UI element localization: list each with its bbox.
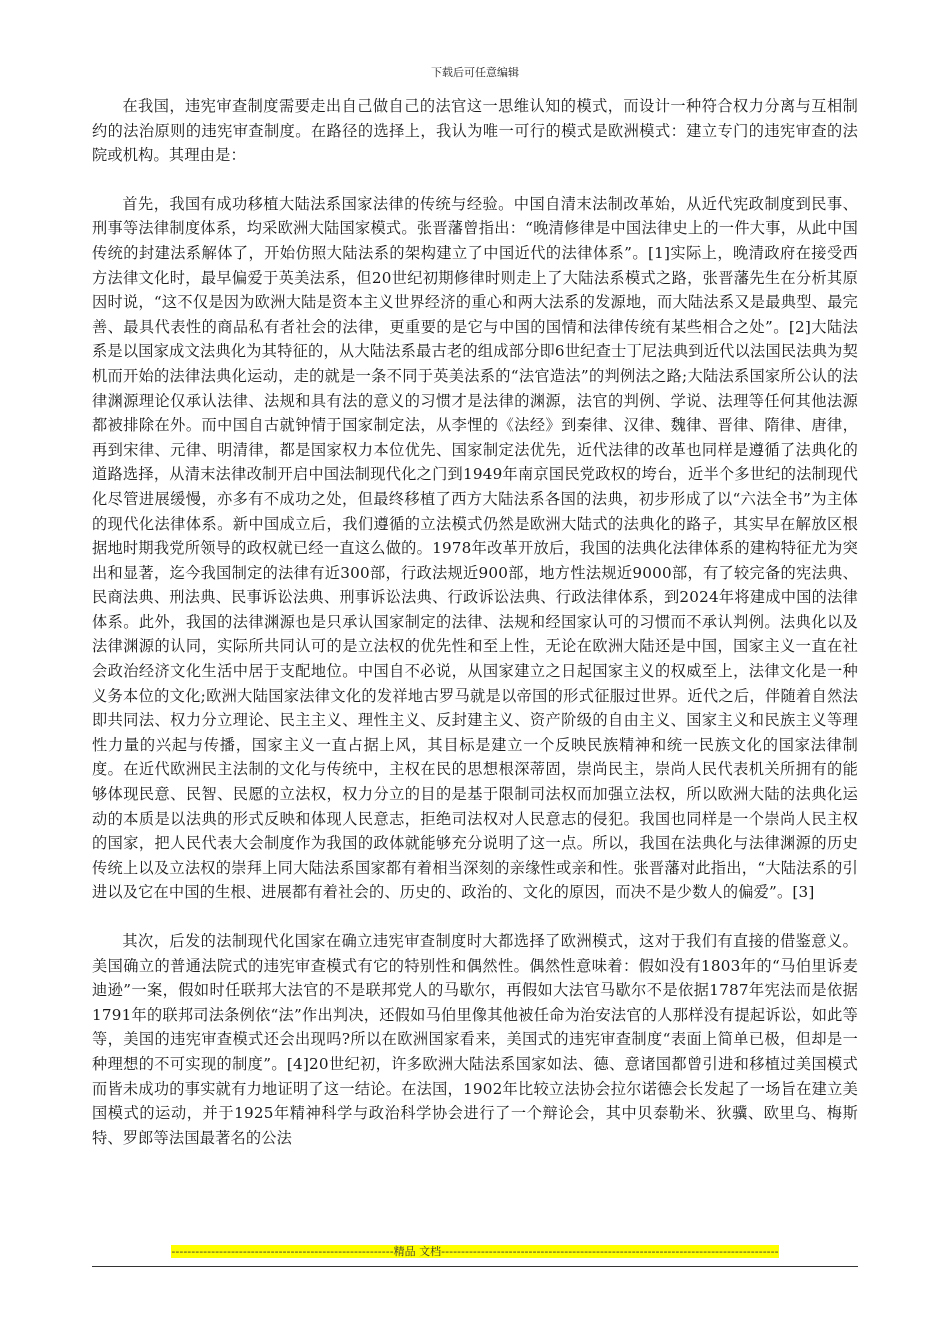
paragraph-second-reason: 其次，后发的法制现代化国家在确立违宪审查制度时大都选择了欧洲模式，这对于我们有直接的借鉴意义。美国确立的普通法院式的违宪审查模式有它的特别性和偶然性。偶然性意味着：假如没有1803年的“马伯里诉麦迪逊”一案，假如时任联邦大法官的不是联邦党人的马歇尔，再假如大法官马歇尔不是依据1787年宪法而是依据1791年的联邦司法条例依“法”作出判决，还假如马伯里像其他被任命为治安法官的人那样没有提起诉讼，如此等等，美国的违宪审查模式还会出现吗?所以在欧洲国家看来，美国式的违宪审查制度“表面上简单已极，但却是一种理想的不可实现的制度”。[4]20世纪初，许多欧洲大陆法系国家如法、德、意诸国都曾引进和移植过美国模式而皆未成功的事实就有力地证明了这一结论。在法国，1902年比较立法协会拉尔诺德会长发起了一场旨在建立美国模式的运动，并于1925年精神科学与政治科学协会进行了一个辩论会，其中贝泰勒米、狄骥、欧里乌、梅斯特、罗郎等法国最著名的公法 bbox=[92, 932, 858, 1147]
footer-banner bbox=[92, 1244, 858, 1260]
footer-text: --------------------------------------------------------精品 文档------------------------------------------------------------------------------------- bbox=[171, 1245, 779, 1258]
footer-divider bbox=[92, 1266, 858, 1267]
page-header: 下载后可任意编辑 bbox=[431, 66, 519, 79]
paragraph-intro: 在我国，违宪审查制度需要走出自己做自己的法官这一思维认知的模式，而设计一种符合权力分离与互相制约的法治原则的违宪审查制度。在路径的选择上，我认为唯一可行的模式是欧洲模式：建立专门的违宪审查的法院或机构。其理由是： bbox=[92, 97, 858, 165]
document-body bbox=[92, 94, 858, 1150]
paragraph-first-reason: 首先，我国有成功移植大陆法系国家法律的传统与经验。中国自清末法制改革始，从近代宪政制度到民事、刑事等法律制度体系，均采欧洲大陆国家模式。张晋藩曾指出：“晚清修律是中国法律史上的一件大事，从此中国传统的封建法系解体了，开始仿照大陆法系的架构建立了中国近代的法律体系”。[1]实际上，晚清政府在接受西方法律文化时，最早偏爱于英美法系，但20世纪初期修律时则走上了大陆法系模式之路，张晋藩先生在分析其原因时说，“这不仅是因为欧洲大陆是资本主义世界经济的重心和两大法系的发源地，而大陆法系又是最典型、最完善、最具代表性的商品私有者社会的法律，更重要的是它与中国的国情和法律传统有某些相合之处”。[2]大陆法系是以国家成文法典化为其特征的，从大陆法系最古老的组成部分即6世纪查士丁尼法典到近代以法国民法典为契机而开始的法律法典化运动，走的就是一条不同于英美法系的“法官造法”的判例法之路;大陆法系国家所公认的法律渊源理论仅承认法律、法规和具有法的意义的习惯才是法律的渊源，法官的判例、学说、法理等任何其他法源都被排除在外。而中国自古就钟情于国家制定法，从李悝的《法经》到秦律、汉律、魏律、晋律、隋律、唐律，再到宋律、元律、明清律，都是国家权力本位优先、国家制定法优先，近代法律的改革也同样是遵循了法典化的道路选择，从清末法律改制开启中国法制现代化之门到1949年南京国民党政权的垮台，近半个多世纪的法制现代化尽管进展缓慢，亦多有不成功之处，但最终移植了西方大陆法系各国的法典，初步形成了以“六法全书”为主体的现代化法律体系。新中国成立后，我们遵循的立法模式仍然是欧洲大陆式的法典化的路子，其实早在解放区根据地时期我党所领导的政权就已经一直这么做的。1978年改革开放后，我国的法典化法律体系的建构特征尤为突出和显著，迄今我国制定的法律有近300部，行政法规近900部，地方性法规近9000部，有了较完备的宪法典、民商法典、刑法典、民事诉讼法典、刑事诉讼法典、行政诉讼法典、行政法律体系，到2024年将建成中国的法律体系。此外，我国的法律渊源也是只承认国家制定的法律、法规和经国家认可的习惯而不承认判例。法典化以及法律渊源的认同，实际所共同认可的是立法权的优先性和至上性，无论在欧洲大陆还是中国，国家主义一直在社会政治经济文化生活中居于支配地位。中国自不必说，从国家建立之日起国家主义的权威至上，法律文化是一种义务本位的文化;欧洲大陆国家法律文化的发祥地古罗马就是以帝国的形式征服过世界。近代之后，伴随着自然法即共同法、权力分立理论、民主主义、理性主义、反封建主义、资产阶级的自由主义、国家主义和民族主义等理性力量的兴起与传播，国家主义一直占据上风，其目标是建立一个反映民族精神和统一民族文化的国家法律制度。在近代欧洲民主法制的文化与传统中，主权在民的思想根深蒂固，崇尚民主，崇尚人民代表机关所拥有的能够体现民意、民智、民愿的立法权，权力分立的目的是基于限制司法权而加强立法权，所以欧洲大陆的法典化运动的本质是以法典的形式反映和体现人民意志，拒绝司法权对人民意志的侵犯。我国也同样是一个崇尚人民主权的国家，把人民代表大会制度作为我国的政体就能够充分说明了这一点。所以，我国在法典化与法律渊源的历史传统上以及立法权的崇拜上同大陆法系国家都有着相当深刻的亲缘性或亲和性。张晋藩对此指出，“大陆法系的引进以及它在中国的生根、进展都有着社会的、历史的、政治的、文化的原因，而决不是少数人的偏爱”。[3] bbox=[92, 194, 858, 902]
